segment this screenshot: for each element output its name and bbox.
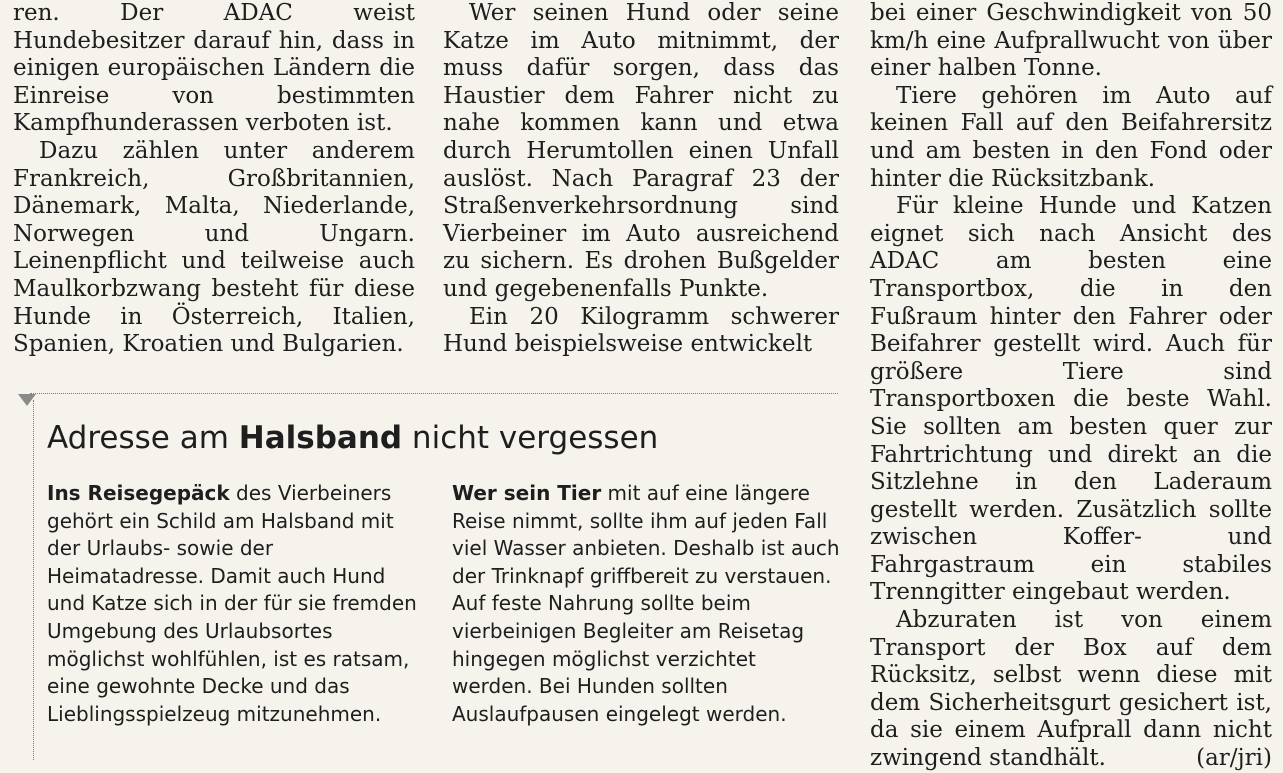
- article-paragraph: ren. Der ADAC weist Hundebesitzer darauf hin, dass in einigen europäischen Ländern die Einreise von bestimmten Kampfhunderassen verboten ist.: [13, 0, 415, 137]
- box-text: mit auf eine längere Reise nimmt, sollte ihm auf jeden Fall viel Wasser anbieten. Deshalb ist auch der Trinknapf griffbereit zu verstauen.: [452, 481, 840, 588]
- article-column-2: [443, 0, 839, 359]
- box-lead: Wer sein Tier: [452, 481, 602, 505]
- box-headline-post: nicht vergessen: [402, 420, 659, 456]
- box-lead: Ins Reisegepäck: [47, 481, 230, 505]
- article-paragraph: Für kleine Hunde und Katzen eignet sich nach Ansicht des ADAC am besten eine Transportbox, die in den Fußraum hinter den Fahrer oder Beifahrer gestellt wird. Auch für größere Tiere sind Transportboxen die beste Wahl. Sie sollten am besten quer zur Fahrtrichtung und direkt an die Sitzlehne in den Laderaum gestellt werden. Zusätzlich sollte zwischen Koffer- und Fahrgastraum ein stabiles Trenngitter eingebaut werden.: [870, 193, 1272, 606]
- article-paragraph: Ein 20 Kilogramm schwerer Hund beispielsweise entwickelt: [443, 303, 839, 358]
- box-text: des Vierbeiners gehört ein Schild am Halsband mit der Urlaubs- sowie der Heimatadresse. Damit auch Hund und Katze sich in der für sie fremden Umgebung des Urlaubsortes möglichst wohlfühlen, ist es ratsam, eine gewohnte Decke und das Lieblingsspielzeug mitzunehmen.: [47, 481, 417, 726]
- author-signature: (ar/jri): [1196, 745, 1272, 772]
- article-column-1: [13, 0, 415, 359]
- box-headline-pre: Adresse am: [47, 420, 239, 456]
- box-text: Auf feste Nahrung sollte beim vierbeinigen Begleiter am Reisetag hingegen möglichst verzichtet werden. Bei Hunden sollten Auslaufpausen eingelegt werden.: [452, 591, 805, 726]
- article-column-3: [870, 0, 1272, 773]
- box-column-1: [47, 480, 427, 728]
- box-headline-bold: Halsband: [238, 420, 403, 456]
- box-top-divider: [30, 393, 838, 394]
- box-left-divider: [33, 400, 34, 760]
- box-headline: [47, 418, 827, 458]
- article-paragraph: Tiere gehören im Auto auf keinen Fall auf den Beifahrersitz und am besten in den Fond oder hinter die Rücksitzbank.: [870, 82, 1272, 192]
- article-paragraph: Wer seinen Hund oder seine Katze im Auto mitnimmt, der muss dafür sorgen, dass das Haustier dem Fahrer nicht zu nahe kommen kann und etwa durch Herumtollen einen Unfall auslöst. Nach Paragraf 23 der Straßenverkehrsordnung sind Vierbeiner im Auto ausreichend zu sichern. Es drohen Bußgelder und gegebenenfalls Punkte.: [443, 0, 839, 302]
- box-column-2: [452, 480, 842, 728]
- article-paragraph: bei einer Geschwindigkeit von 50 km/h eine Aufprallwucht von über einer halben Tonne.: [870, 0, 1272, 82]
- article-paragraph: Dazu zählen unter anderem Frankreich, Großbritannien, Dänemark, Malta, Niederlande, Norwegen und Ungarn. Leinenpflicht und teilweise auch Maulkorbzwang besteht für diese Hunde in Österreich, Italien, Spanien, Kroatien und Bulgarien.: [13, 137, 415, 358]
- article-paragraph: [870, 607, 1272, 773]
- article-text: Abzuraten ist von einem Transport der Box auf dem Rücksitz, selbst wenn diese mit dem Sicherheitsgurt gesichert ist, da sie einem Aufprall dann nicht zwingend standhält.: [870, 607, 1272, 772]
